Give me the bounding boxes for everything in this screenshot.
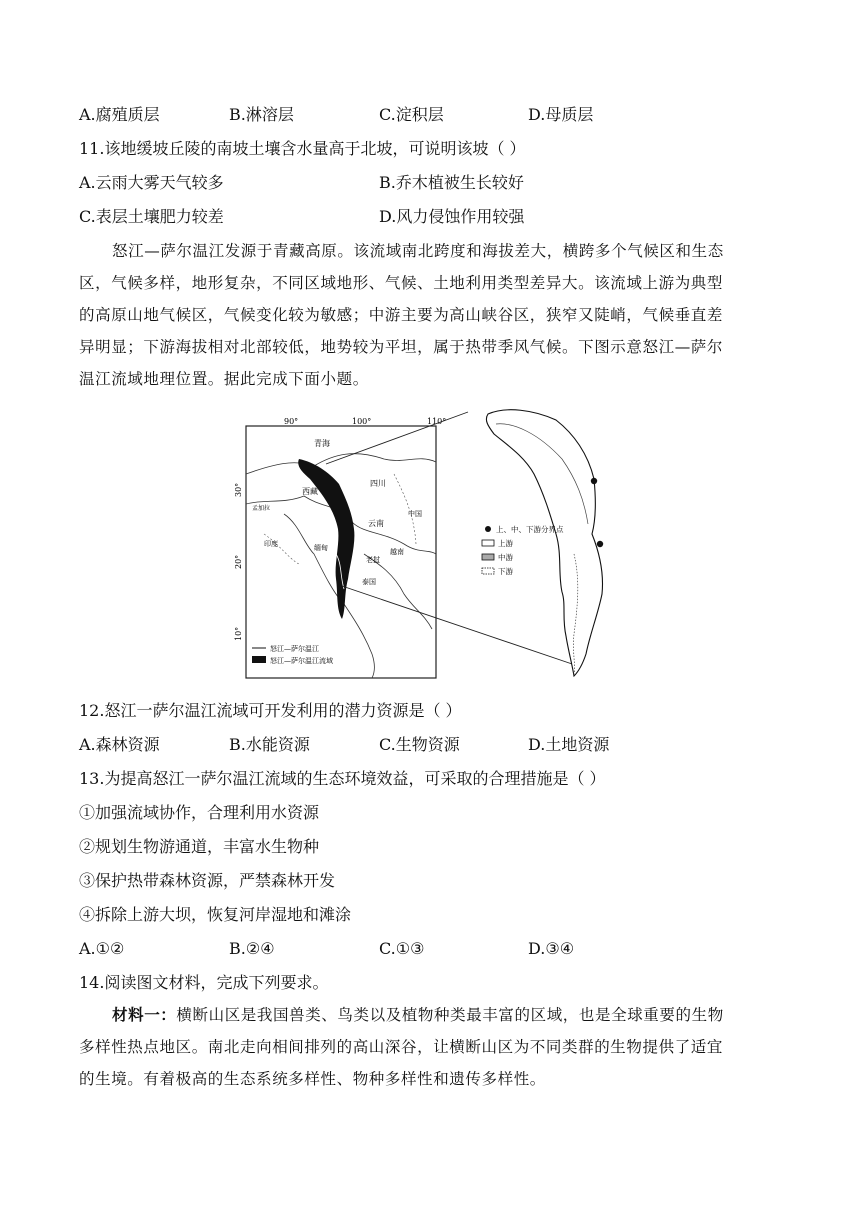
label-laos: 老挝 [366, 556, 380, 564]
q14-material-line-3: 的生境。有着极高的生态系统多样性、物种多样性和遗传多样性。 [79, 1070, 546, 1088]
q14-material-label: 材料一： [112, 1005, 177, 1024]
q13-option-b: B.②④ [229, 939, 275, 958]
q12-option-c: C.生物资源 [379, 735, 460, 754]
label-sichuan: 四川 [370, 479, 386, 488]
label-thailand: 泰国 [362, 578, 376, 586]
label-myanmar: 缅甸 [314, 544, 328, 552]
legend-point-marker [485, 526, 491, 532]
middle-lower-division-point [597, 541, 603, 547]
q10-option-a: A.腐殖质层 [79, 105, 160, 124]
label-qinghai: 青海 [314, 439, 330, 448]
label-yunnan: 云南 [368, 519, 384, 528]
q11-option-c: C.表层土壤肥力较差 [79, 207, 224, 226]
q13-item-1: ①加强流域协作，合理利用水资源 [79, 803, 320, 822]
passage-line-5: 温江流域地理位置。据此完成下面小题。 [79, 370, 369, 388]
q13-stem: 13.为提高怒江一萨尔温江流域的生态环境效益，可采取的合理措施是（ ） [79, 769, 606, 788]
lat-label-10: 10° [234, 626, 243, 641]
passage-line-1: 怒江—萨尔温江发源于青藏高原。该流域南北跨度和海拔差大，横跨多个气候区和生态 [112, 242, 724, 260]
q12-stem: 12.怒江一萨尔温江流域可开发利用的潜力资源是（ ） [79, 701, 462, 720]
lat-label-30: 30° [234, 482, 243, 497]
q13-option-d: D.③④ [528, 939, 575, 958]
q13-item-4: ④拆除上游大坝，恢复河岸湿地和滩涂 [79, 905, 352, 924]
q14-stem: 14.阅读图文材料，完成下列要求。 [79, 973, 329, 992]
q13-option-c: C.①③ [379, 939, 425, 958]
q11-option-a: A.云雨大雾天气较多 [79, 173, 224, 192]
q12-option-a: A.森林资源 [79, 735, 160, 754]
q13-item-3: ③保护热带森林资源，严禁森林开发 [79, 871, 336, 890]
passage-line-3: 的高原山地气候区，气候变化较为敏感；中游主要为高山峡谷区，狭窄又陡峭，气候垂直差 [79, 306, 724, 324]
legend-point-label: 上、中、下游分界点 [496, 525, 564, 534]
legend-basin-swatch [252, 656, 266, 663]
q12-option-d: D.土地资源 [528, 735, 610, 754]
legend-lower-swatch [482, 568, 494, 574]
salween-basin-map [234, 404, 632, 680]
lon-label-110: 110° [427, 417, 447, 426]
legend-upper-label: 上游 [498, 539, 513, 548]
lon-label-90: 90° [284, 417, 299, 426]
q11-option-d: D.风力侵蚀作用较强 [379, 207, 525, 226]
q10-option-d: D.母质层 [528, 105, 594, 124]
q11-option-b: B.乔木植被生长较好 [379, 173, 524, 192]
q10-option-c: C.淀积层 [379, 105, 444, 124]
legend-middle-swatch [482, 554, 494, 560]
q13-item-2: ②规划生物游通道，丰富水生物种 [79, 837, 320, 856]
upper-middle-division-point [591, 478, 597, 484]
passage-line-4: 异明显；下游海拔相对北部较低，地势较为平坦，属于热带季风气候。下图示意怒江—萨尔 [79, 338, 724, 356]
q11-stem: 11.该地缓坡丘陵的南坡土壤含水量高于北坡，可说明该坡（ ） [79, 139, 526, 158]
label-xizang: 西藏 [302, 487, 318, 496]
q14-material-line-2: 多样性热点地区。南北走向相间排列的高山深谷，让横断山区为不同类群的生物提供了适宜 [79, 1038, 724, 1056]
q14-material-line-1 [112, 1004, 812, 1026]
legend-basin-label: 怒江—萨尔温江流域 [270, 657, 333, 665]
label-bangladesh: 孟加拉 [252, 505, 271, 512]
lon-label-100: 100° [352, 417, 372, 426]
legend-lower-label: 下游 [498, 567, 513, 576]
label-vietnam: 越南 [390, 548, 404, 556]
legend-river-label: 怒江—萨尔温江 [270, 645, 319, 653]
passage-line-2: 区，气候多样，地形复杂，不同区域地形、气候、土地利用类型差异大。该流域上游为典型 [79, 274, 724, 292]
q13-option-a: A.①② [79, 939, 125, 958]
legend-upper-swatch [482, 540, 494, 546]
lat-label-20: 20° [234, 554, 243, 569]
q14-material-text: 横断山区是我国兽类、鸟类以及植物种类最丰富的区域，也是全球重要的生物 [176, 1006, 724, 1024]
label-china: 中国 [408, 510, 422, 518]
label-india: 印度 [264, 540, 278, 548]
q10-option-b: B.淋溶层 [229, 105, 294, 124]
q12-option-b: B.水能资源 [229, 735, 310, 754]
legend-middle-label: 中游 [498, 553, 513, 562]
